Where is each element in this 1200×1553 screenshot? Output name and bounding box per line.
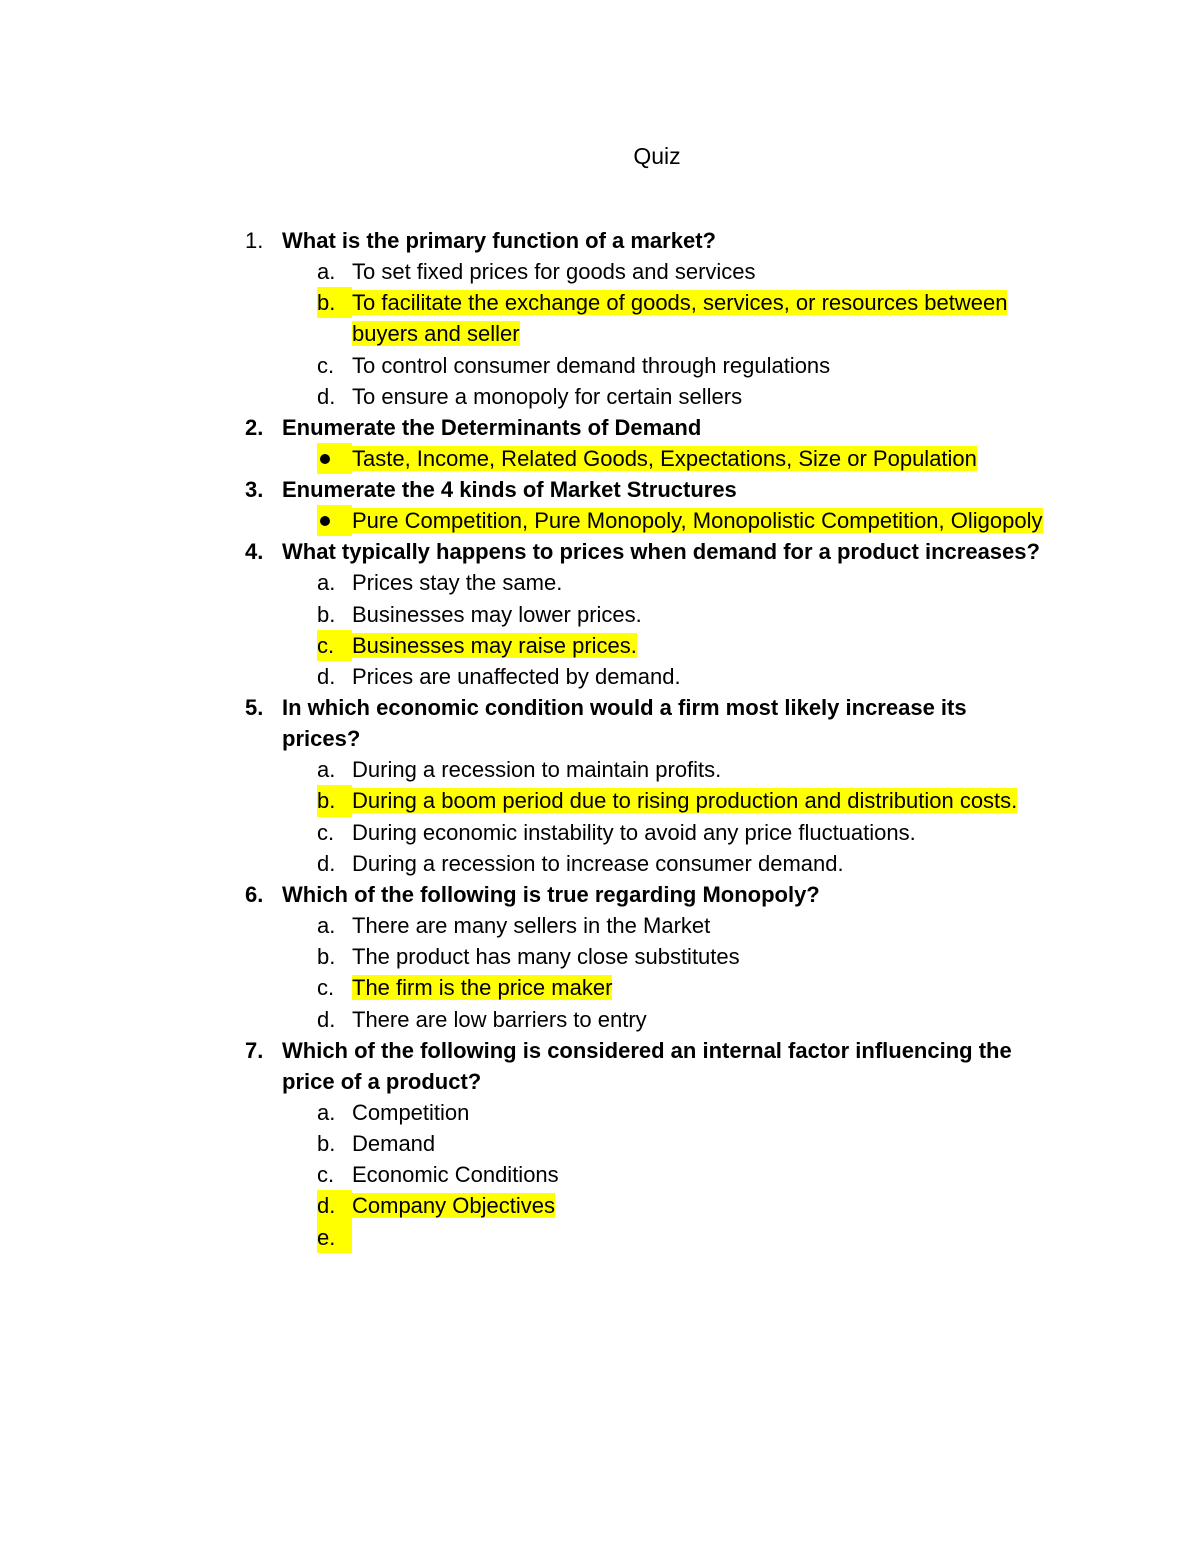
question-text: Which of the following is true regarding Monopoly?	[282, 882, 820, 908]
option-label: d.	[317, 850, 336, 876]
option-text: Prices are unaffected by demand.	[352, 664, 681, 690]
option-text: During a recession to maintain profits.	[352, 757, 722, 783]
question	[0, 879, 1042, 910]
correct-answer-text: Businesses may raise prices.	[352, 632, 637, 658]
option-label: d.	[317, 383, 336, 409]
answer-option	[0, 972, 1072, 1003]
correct-answer-text: Taste, Income, Related Goods, Expectations, Size or Population	[352, 446, 977, 472]
page-title: Quiz	[633, 143, 681, 169]
answer-option	[0, 443, 1072, 474]
option-label: c.	[317, 975, 335, 1001]
answer-option	[0, 350, 1072, 381]
answer-option	[0, 1159, 1072, 1190]
option-label: c.	[317, 819, 335, 845]
option-label: c.	[317, 1162, 335, 1188]
bullet-icon	[317, 505, 352, 536]
question	[0, 1035, 1042, 1097]
question-text: What is the primary function of a market?	[282, 228, 716, 253]
option-label: a.	[317, 1099, 336, 1125]
option-label: a.	[317, 570, 336, 596]
option-text: Economic Conditions	[352, 1162, 559, 1188]
answer-option	[0, 754, 1072, 785]
question	[0, 412, 1042, 443]
option-label: a.	[317, 259, 336, 284]
option-text: To ensure a monopoly for certain sellers	[352, 383, 743, 409]
option-label: e.	[317, 1222, 352, 1253]
bullet-dot-icon	[320, 516, 330, 526]
option-text: To control consumer demand through regulations	[352, 352, 831, 378]
bullet-dot-icon	[320, 454, 330, 464]
question	[0, 474, 1042, 505]
option-label: b.	[317, 1131, 336, 1157]
option-label: a.	[317, 913, 336, 939]
answer-option	[0, 1097, 1072, 1128]
option-text: During economic instability to avoid any price fluctuations.	[352, 819, 916, 845]
answer-option	[0, 661, 1072, 692]
answer-option	[0, 287, 1072, 349]
answer-option	[0, 381, 1072, 412]
option-label: b.	[317, 944, 336, 970]
question-number: 7.	[245, 1037, 264, 1063]
answer-option	[0, 1004, 1072, 1035]
answer-option	[0, 941, 1072, 972]
correct-answer-text: To facilitate the exchange of goods, services, or resources between buyers and seller	[352, 290, 1008, 347]
answer-option	[0, 910, 1072, 941]
option-label: b.	[317, 287, 352, 318]
option-label: d.	[317, 664, 336, 690]
option-text: There are low barriers to entry	[352, 1006, 647, 1032]
question-number: 2.	[245, 415, 264, 441]
answer-option	[0, 848, 1072, 879]
question-text: Which of the following is considered an internal factor influencing the price of a product?	[282, 1037, 1012, 1094]
answer-option	[0, 1128, 1072, 1159]
option-label: c.	[317, 352, 335, 378]
answer-option	[0, 817, 1072, 848]
answer-option	[0, 1190, 1072, 1221]
option-text: Demand	[352, 1131, 436, 1157]
option-label: b.	[317, 601, 336, 627]
answer-option	[0, 505, 1072, 536]
correct-answer-text: Company Objectives	[352, 1193, 555, 1219]
question-text: In which economic condition would a firm most likely increase its prices?	[282, 695, 967, 752]
option-text: Prices stay the same.	[352, 570, 563, 596]
option-label: d.	[317, 1190, 352, 1221]
option-text: The product has many close substitutes	[352, 944, 740, 970]
option-label: b.	[317, 785, 352, 816]
correct-answer-text: The firm is the price maker	[352, 975, 613, 1001]
answer-option	[0, 785, 1072, 816]
question-text: What typically happens to prices when demand for a product increases?	[282, 539, 1040, 565]
question-text: Enumerate the Determinants of Demand	[282, 415, 702, 441]
question	[0, 225, 1042, 256]
bullet-icon	[317, 443, 352, 474]
question-number: 3.	[245, 477, 264, 503]
option-label: d.	[317, 1006, 336, 1032]
quiz-list	[0, 225, 1200, 1250]
option-text: To set fixed prices for goods and services	[352, 259, 756, 284]
answer-option	[0, 256, 1072, 287]
answer-option	[0, 599, 1072, 630]
question	[0, 692, 1042, 754]
answer-option	[0, 567, 1072, 598]
correct-answer-text: During a boom period due to rising production and distribution costs.	[352, 788, 1018, 814]
option-label: a.	[317, 757, 336, 783]
question-number: 5.	[245, 695, 264, 721]
option-text: There are many sellers in the Market	[352, 913, 711, 939]
question	[0, 536, 1042, 567]
question-text: Enumerate the 4 kinds of Market Structures	[282, 477, 737, 503]
question-number: 1.	[245, 228, 264, 253]
answer-option	[0, 630, 1072, 661]
option-label: c.	[317, 630, 352, 661]
option-text: During a recession to increase consumer demand.	[352, 850, 844, 876]
question-number: 4.	[245, 539, 264, 565]
option-text: Businesses may lower prices.	[352, 601, 642, 627]
correct-answer-text: Pure Competition, Pure Monopoly, Monopolistic Competition, Oligopoly	[352, 508, 1043, 534]
option-text: Competition	[352, 1099, 470, 1125]
question-number: 6.	[245, 882, 264, 908]
